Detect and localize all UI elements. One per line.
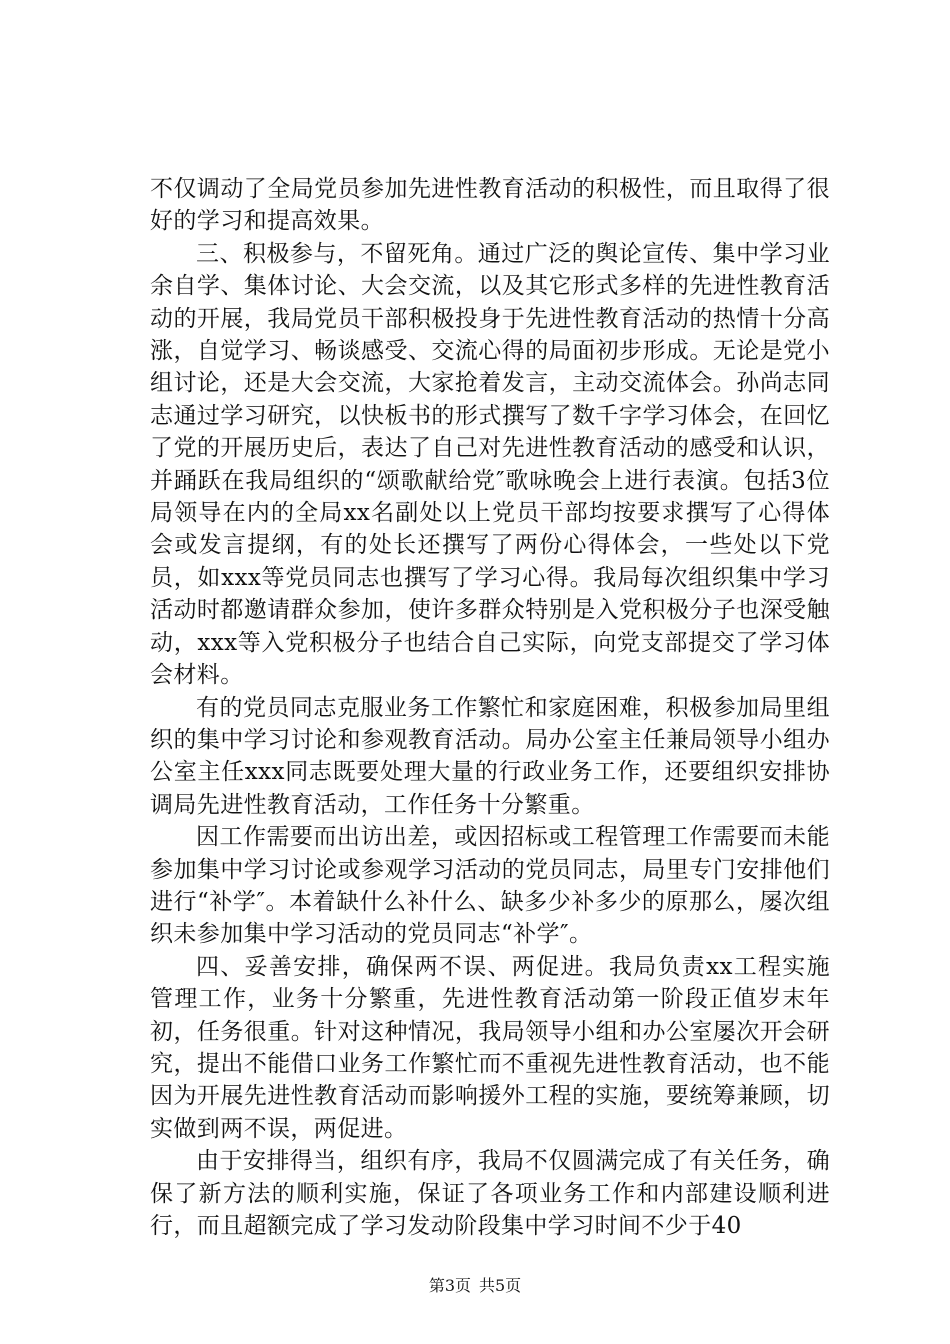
page-number: 第3页 (428, 1276, 471, 1295)
page-footer (0, 1276, 950, 1296)
paragraph-continuation: 不仅调动了全局党员参加先进性教育活动的积极性，而且取得了很好的学习和提高效果。 (150, 176, 830, 235)
document-body (150, 173, 830, 1242)
paragraph-members-overcome: 有的党员同志克服业务工作繁忙和家庭困难，积极参加局里组织的集中学习讨论和参观教育活动。局办公室主任兼局领导小组办公室主任xxx同志既要处理大量的行政业务工作，还要组织安排协调局先进性教育活动，工作任务十分繁重。 (150, 694, 830, 818)
paragraph-section-four: 四、妥善安排，确保两不误、两促进。我局负责xx工程实施管理工作，业务十分繁重，先进性教育活动第一阶段正值岁末年初，任务很重。针对这种情况，我局领导小组和办公室屡次开会研究，提出不能借口业务工作繁忙而不重视先进性教育活动，也不能因为开展先进性教育活动而影响援外工程的实施，要统筹兼顾，切实做到两不误，两促进。 (150, 953, 830, 1142)
paragraph-make-up-study: 因工作需要而出访出差，或因招标或工程管理工作需要而未能参加集中学习讨论或参观学习活动的党员同志，局里专门安排他们进行“补学″。本着缺什么补什么、缺多少补多少的原那么，屡次组织未参加集中学习活动的党员同志“补学″。 (150, 824, 830, 948)
paragraph-section-three: 三、积极参与，不留死角。通过广泛的舆论宣传、集中学习业余自学、集体讨论、大会交流，以及其它形式多样的先进性教育活动的开展，我局党员干部积极投身于先进性教育活动的热情十分高涨，自觉学习、畅谈感受、交流心得的局面初步形成。无论是党小组讨论，还是大会交流，大家抢着发言，主动交流体会。孙尚志同志通过学习研究，以快板书的形式撰写了数千字学习体会，在回忆了党的开展历史后，表达了自己对先进性教育活动的感受和认识，并踊跃在我局组织的“颂歌献给党″歌咏晚会上进行表演。包括3位局领导在内的全局xx名副处以上党员干部均按要求撰写了心得体会或发言提纲，有的处长还撰写了两份心得体会，一些处以下党员，如xxx等党员同志也撰写了学习心得。我局每次组织集中学习活动时都邀请群众参加，使许多群众特别是入党积极分子也深受触动，xxx等入党积极分子也结合自己实际，向党支部提交了学习体会材料。 (150, 240, 830, 689)
paragraph-results: 由于安排得当，组织有序，我局不仅圆满完成了有关任务，确保了新方法的顺利实施，保证了各项业务工作和内部建设顺利进行，而且超额完成了学习发动阶段集中学习时间不少于40 (150, 1148, 830, 1239)
page-total: 共5页 (479, 1276, 522, 1295)
